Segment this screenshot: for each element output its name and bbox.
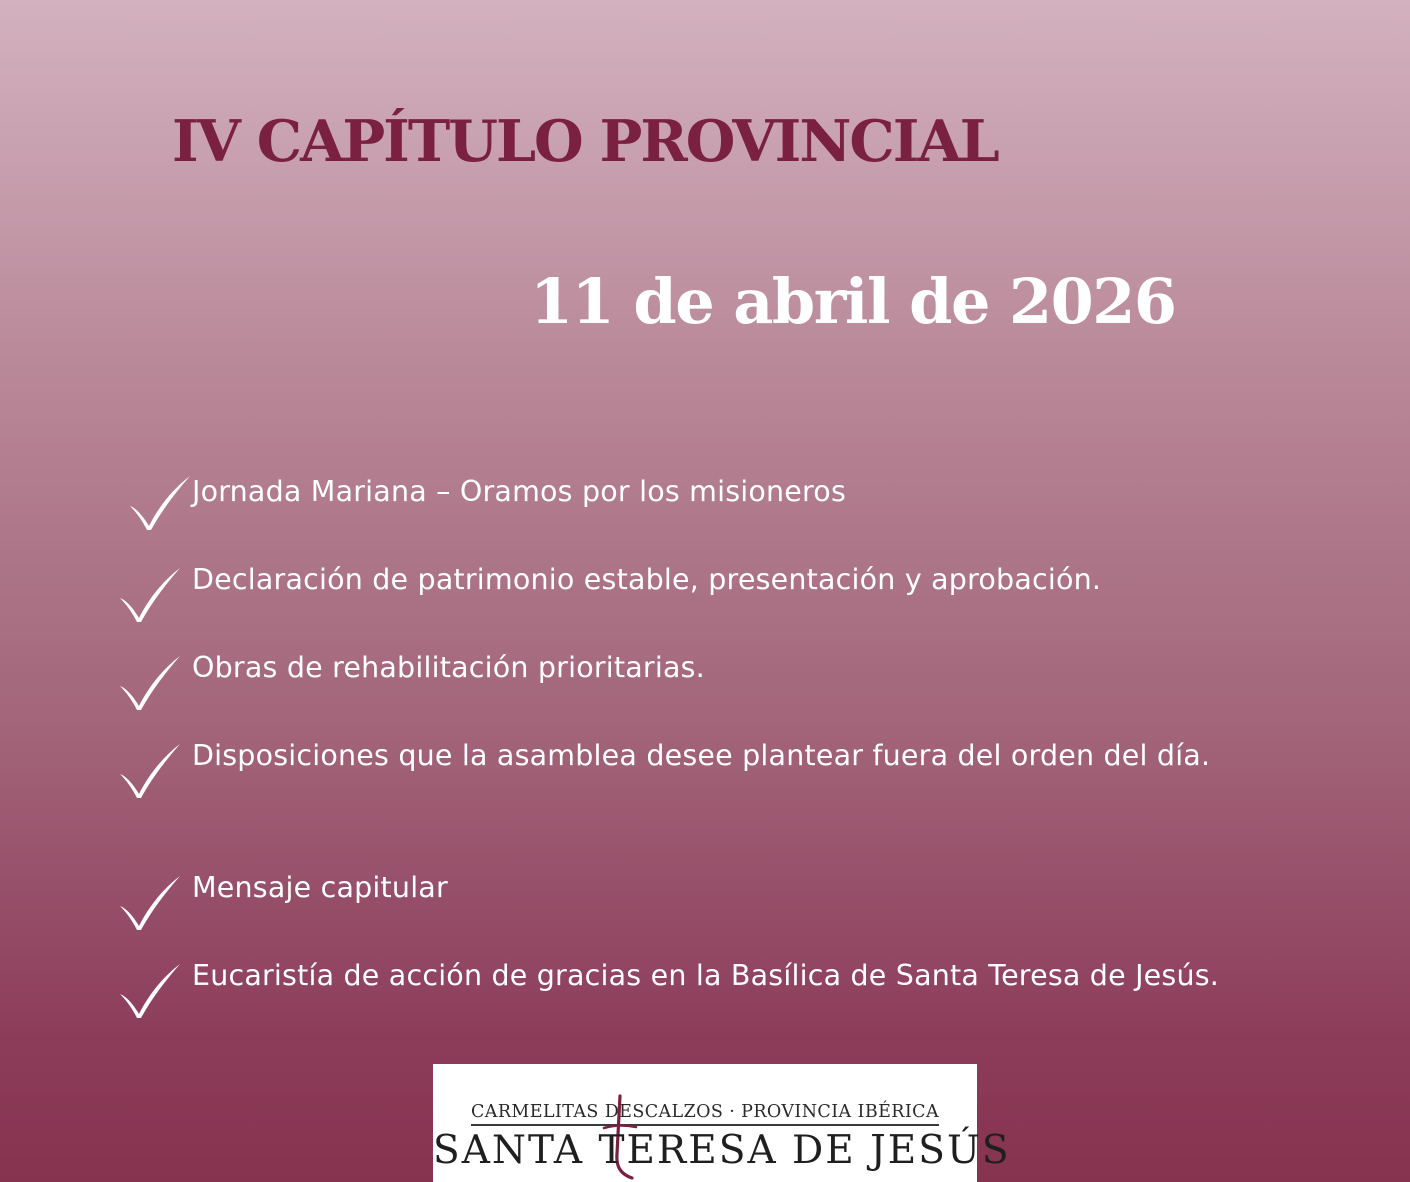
agenda-item-text: Declaración de patrimonio estable, presentación y aprobación. <box>192 563 1102 596</box>
checkmark-icon <box>114 872 184 932</box>
agenda-item-text: Eucaristía de acción de gracias en la Basílica de Santa Teresa de Jesús. <box>192 959 1220 992</box>
logo-main-line: SANTA TERESA DE JESÚS <box>433 1128 1011 1173</box>
logo-top-line: CARMELITAS DESCALZOS · PROVINCIA IBÉRICA <box>471 1102 939 1122</box>
checkmark-icon <box>114 960 184 1020</box>
checkmark-icon <box>124 472 194 532</box>
agenda-item-text: Jornada Mariana – Oramos por los misioneros <box>192 475 846 508</box>
agenda-item-text: Obras de rehabilitación prioritarias. <box>192 651 705 684</box>
checkmark-icon <box>114 564 184 624</box>
event-date: 11 de abril de 2026 <box>530 265 1176 338</box>
checkmark-icon <box>114 652 184 712</box>
page-title: IV CAPÍTULO PROVINCIAL <box>172 108 998 175</box>
logo-divider <box>471 1124 939 1126</box>
logo <box>433 1064 1011 1182</box>
checkmark-icon <box>114 740 184 800</box>
agenda-item-text: Mensaje capitular <box>192 871 448 904</box>
agenda-item-text: Disposiciones que la asamblea desee plantear fuera del orden del día. <box>192 739 1211 772</box>
